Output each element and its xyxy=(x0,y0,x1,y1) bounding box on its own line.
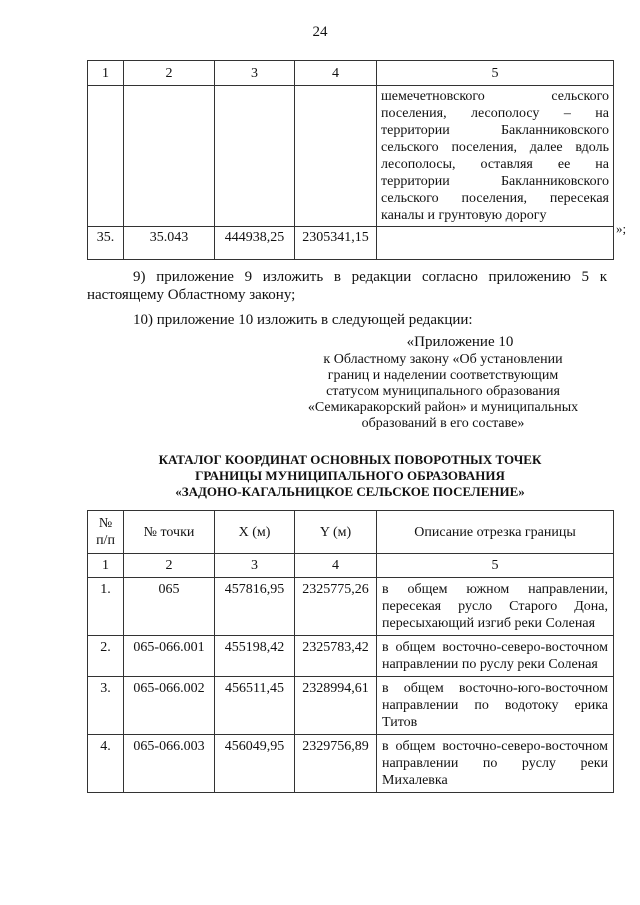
boundary-description: в общем восточно-юго-восточном направлении по водотоку ерика Титов xyxy=(377,677,614,735)
appendix-line: образований в его составе» xyxy=(361,416,525,431)
column-number-5: 5 xyxy=(377,61,614,86)
item-10-paragraph: 10) приложение 10 изложить в следующей редакции: xyxy=(133,312,473,328)
catalog-heading-line: ГРАНИЦЫ МУНИЦИПАЛЬНОГО ОБРАЗОВАНИЯ xyxy=(195,468,505,483)
column-number-4: 4 xyxy=(295,554,377,578)
table-column-numbers-row xyxy=(88,554,614,578)
row-number: 35. xyxy=(88,227,124,260)
table-row xyxy=(88,735,614,793)
table-header-row xyxy=(88,511,614,554)
x-coordinate: 444938,25 xyxy=(215,227,295,260)
row-number: 3. xyxy=(88,677,124,735)
appendix-title: «Приложение 10 xyxy=(406,334,514,350)
table-row xyxy=(88,86,614,227)
point-number: 065-066.003 xyxy=(124,735,215,793)
x-coordinate: 457816,95 xyxy=(215,578,295,636)
y-coordinate: 2325783,42 xyxy=(295,636,377,677)
header-point-number: № точки xyxy=(124,511,215,554)
y-coordinate: 2328994,61 xyxy=(295,677,377,735)
point-number: 065-066.001 xyxy=(124,636,215,677)
continued-coordinates-table xyxy=(87,60,614,260)
row-number: 2. xyxy=(88,636,124,677)
appendix-reference xyxy=(293,352,593,432)
header-row-index: № п/п xyxy=(88,511,124,554)
table-header-row xyxy=(88,61,614,86)
appendix-line: статусом муниципального образования xyxy=(326,384,560,399)
column-number-3: 3 xyxy=(215,554,295,578)
point-number: 065 xyxy=(124,578,215,636)
column-number-2: 2 xyxy=(124,554,215,578)
appendix-line: границ и наделении соответствующим xyxy=(327,368,559,383)
column-number-1: 1 xyxy=(88,554,124,578)
y-coordinate: 2329756,89 xyxy=(295,735,377,793)
y-coordinate: 2305341,15 xyxy=(295,227,377,260)
table-row xyxy=(88,677,614,735)
x-coordinate: 455198,42 xyxy=(215,636,295,677)
row-number: 4. xyxy=(88,735,124,793)
x-coordinate: 456511,45 xyxy=(215,677,295,735)
catalog-heading-line: КАТАЛОГ КООРДИНАТ ОСНОВНЫХ ПОВОРОТНЫХ ТОЧЕК xyxy=(158,452,542,467)
x-coordinate: 456049,95 xyxy=(215,735,295,793)
appendix-line: к Областному закону «Об установлении xyxy=(323,352,563,367)
column-number-2: 2 xyxy=(124,61,215,86)
table-row xyxy=(88,227,614,260)
column-number-1: 1 xyxy=(88,61,124,86)
boundary-description: в общем восточно-северо-восточном направлении по руслу реки Михалевка xyxy=(377,735,614,793)
header-x: X (м) xyxy=(215,511,295,554)
row-number: 1. xyxy=(88,578,124,636)
item-9-paragraph: 9) приложение 9 изложить в редакции согласно приложению 5 к настоящему Областному закону; xyxy=(87,269,607,303)
boundary-description: в общем южном направлении, пересекая русло Старого Дона, пересыхающий изгиб реки Соленая xyxy=(377,578,614,636)
y-coordinate: 2325775,26 xyxy=(295,578,377,636)
column-number-4: 4 xyxy=(295,61,377,86)
point-number: 065-066.002 xyxy=(124,677,215,735)
boundary-description: шемечетновского сельского поселения, лесополосу – на территории Бакланниковского сельского поселения, далее вдоль лесополосы, оставляя ее на территории Бакланниковского сельского поселения, пересекая каналы и грунтовую дорогу xyxy=(377,86,614,227)
point-number: 35.043 xyxy=(124,227,215,260)
appendix-line: «Семикаракорский район» и муниципальных xyxy=(307,400,579,415)
catalog-heading xyxy=(87,452,613,500)
header-description: Описание отрезка границы xyxy=(377,511,614,554)
boundary-description xyxy=(377,227,614,260)
coordinates-catalog-table xyxy=(87,510,614,793)
column-number-3: 3 xyxy=(215,61,295,86)
catalog-heading-line: «ЗАДОНО-КАГАЛЬНИЦКОЕ СЕЛЬСКОЕ ПОСЕЛЕНИЕ» xyxy=(175,484,525,499)
table-row xyxy=(88,578,614,636)
page-number: 24 xyxy=(312,24,328,40)
column-number-5: 5 xyxy=(377,554,614,578)
closing-quote: »; xyxy=(616,221,627,236)
header-y: Y (м) xyxy=(295,511,377,554)
boundary-description: в общем восточно-северо-восточном направлении по руслу реки Соленая xyxy=(377,636,614,677)
table-row xyxy=(88,636,614,677)
